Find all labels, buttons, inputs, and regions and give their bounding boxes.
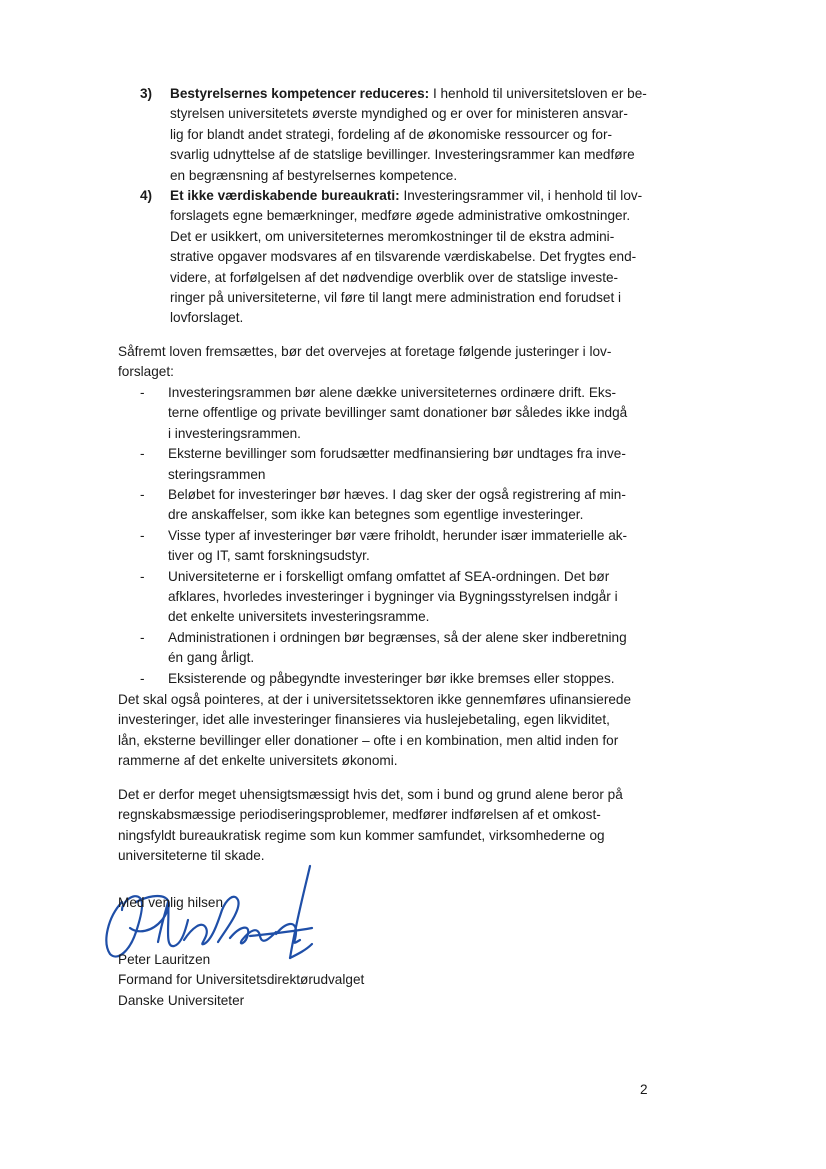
item-line: [170, 104, 652, 124]
item-line: [170, 206, 652, 226]
page-number: 2: [640, 1082, 648, 1097]
item-line: [170, 84, 652, 104]
item-text: svarlig udnyttelse af de statslige bevillinger. Investeringsrammer kan medføre: [170, 147, 635, 163]
item-text: lovforslaget.: [170, 310, 244, 326]
bullet-text: [168, 669, 652, 689]
paragraph-line: rammerne af det enkelte universitets økonomi.: [118, 753, 398, 769]
item-line: [170, 288, 652, 308]
bullet-line: Beløbet for investeringer bør hæves. I dag sker der også registrering af min-: [168, 487, 626, 503]
item-text: lig for blandt andet strategi, fordeling af de økonomiske ressourcer og for-: [170, 126, 613, 142]
paragraph-line: lån, eksterne bevillinger eller donationer – ofte i en kombination, men altid inden for: [118, 732, 619, 748]
numbered-item: [140, 84, 652, 186]
item-line: [170, 268, 652, 288]
bullet-dash: -: [140, 487, 145, 503]
item-line: [170, 247, 652, 267]
item-number: 4): [140, 188, 153, 204]
list-item: [140, 526, 652, 567]
bullet-text: [168, 526, 652, 567]
bullet-line: dre anskaffelser, som ikke kan betegnes som egentlige investeringer.: [168, 507, 584, 523]
item-line: [170, 166, 652, 186]
item-line: [170, 125, 652, 145]
paragraph-line: ningsfyldt bureaukratisk regime som kun kommer samfundet, virksomhederne og: [118, 827, 605, 843]
bullet-text: [168, 628, 652, 669]
bullet-line: Eksterne bevillinger som forudsætter medfinansiering bør undtages fra inve-: [168, 446, 626, 462]
item-line: [170, 186, 652, 206]
item-body: [170, 186, 652, 329]
bullet-line: Investeringsrammen bør alene dække universiteternes ordinære drift. Eks-: [168, 385, 617, 400]
signer-block: [118, 950, 364, 1011]
item-text: en begrænsning af bestyrelsernes kompetence.: [170, 167, 458, 183]
bullet-text: [168, 567, 652, 628]
signer-organization: Danske Universiteter: [118, 992, 245, 1008]
bullet-line: tiver og IT, samt forskningsudstyr.: [168, 548, 370, 564]
list-item: [140, 567, 652, 628]
item-text: ringer på universiteterne, vil føre til langt mere administration end forudset i: [170, 290, 622, 306]
signer-title: Formand for Universitetsdirektørudvalget: [118, 972, 365, 988]
bullet-line: Universiteterne er i forskelligt omfang omfattet af SEA-ordningen. Det bør: [168, 568, 610, 584]
paragraph-line: Det er derfor meget uhensigtsmæssigt hvis det, som i bund og grund alene beror på: [118, 787, 623, 802]
paragraph-line: regnskabsmæssige periodiseringsproblemer, medfører indførelsen af et omkost-: [118, 807, 601, 823]
item-text: Investeringsrammer vil, i henhold til lov-: [399, 188, 643, 204]
numbered-item: [140, 186, 652, 329]
intro-paragraph: [118, 342, 658, 383]
bullet-line: terne offentlige og private bevillinger samt donationer bør således ikke indgå: [168, 405, 628, 421]
list-item: [140, 628, 652, 669]
paragraph-line: Det skal også pointeres, at der i universitetssektoren ikke gennemføres ufinansierede: [118, 692, 632, 707]
bullet-line: Eksisterende og påbegyndte investeringer bør ikke bremses eller stoppes.: [168, 670, 615, 686]
bullet-line: afklares, hvorledes investeringer i bygninger via Bygningsstyrelsen indgår i: [168, 589, 618, 605]
bullet-dash: -: [140, 670, 145, 686]
paragraph-financing: [118, 690, 658, 772]
item-text: forslagets egne bemærkninger, medføre øgede administrative omkostninger.: [170, 208, 631, 224]
numbered-list: [140, 84, 652, 329]
intro-line-1: Såfremt loven fremsættes, bør det overvejes at foretage følgende justeringer i lov-: [118, 344, 612, 359]
item-line: [170, 227, 652, 247]
bullet-dash: -: [140, 446, 145, 462]
item-number: 3): [140, 86, 153, 101]
list-item: [140, 669, 652, 689]
bullet-text: [168, 485, 652, 526]
closing-salutation: Med venlig hilsen: [118, 895, 224, 910]
bullet-dash: -: [140, 527, 145, 543]
bullet-line: i investeringsrammen.: [168, 425, 301, 441]
item-line: [170, 308, 652, 328]
adjustments-list: [140, 383, 652, 689]
bullet-line: Administrationen i ordningen bør begrænses, så der alene sker indberetning: [168, 629, 627, 645]
bullet-line: Visse typer af investeringer bør være friholdt, herunder især immaterielle ak-: [168, 527, 628, 543]
bullet-dash: -: [140, 568, 145, 584]
item-line: [170, 145, 652, 165]
list-item: [140, 383, 652, 444]
item-text: styrelsen universitetets øverste myndighed og er over for ministeren ansvar-: [170, 106, 628, 122]
item-heading: Bestyrelsernes kompetencer reduceres:: [170, 86, 430, 101]
bullet-text: [168, 444, 652, 485]
item-body: [170, 84, 652, 186]
paragraph-conclusion: [118, 785, 658, 867]
list-item: [140, 444, 652, 485]
bullet-dash: -: [140, 629, 145, 645]
bullet-line: steringsrammen: [168, 466, 266, 482]
item-text: Det er usikkert, om universiteternes meromkostninger til de ekstra admini-: [170, 228, 615, 244]
bullet-line: det enkelte universitets investeringsramme.: [168, 609, 430, 625]
item-text: I henhold til universitetsloven er be-: [429, 86, 647, 101]
bullet-text: [168, 383, 652, 444]
bullet-dash: -: [140, 385, 145, 400]
item-text: strative opgaver modsvares af en tilsvarende værdiskabelse. Det frygtes end-: [170, 249, 637, 265]
bullet-line: én gang årligt.: [168, 650, 255, 666]
item-heading: Et ikke værdiskabende bureaukrati:: [170, 188, 400, 204]
paragraph-line: universiteterne til skade.: [118, 848, 265, 864]
item-text: videre, at forfølgelsen af det nødvendige overblik over de statslige investe-: [170, 269, 619, 285]
list-item: [140, 485, 652, 526]
paragraph-line: investeringer, idet alle investeringer finansieres via huslejebetaling, egen likviditet,: [118, 712, 610, 728]
intro-line-2: forslaget:: [118, 364, 174, 380]
signer-name: Peter Lauritzen: [118, 952, 211, 967]
